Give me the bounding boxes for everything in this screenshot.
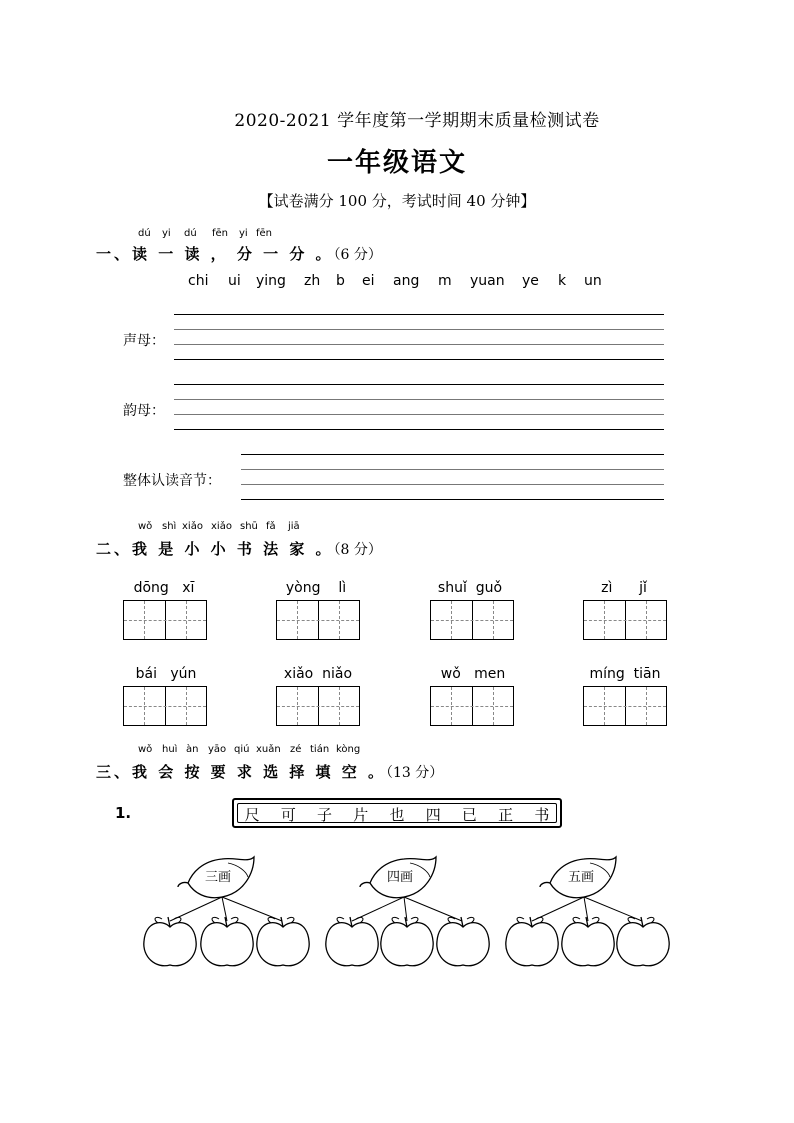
syllable: m	[438, 273, 452, 289]
syllable: b	[336, 273, 345, 289]
word-pinyin: bái yún	[135, 666, 197, 682]
section2-heading: 二、我 是 小 小 书 法 家 。（8 分）	[96, 540, 382, 558]
exam-title: 2020-2021 学年度第一学期期末质量检测试卷	[234, 111, 600, 131]
character: 正	[498, 806, 514, 824]
syllable: un	[584, 273, 602, 289]
character-box	[232, 798, 562, 828]
word-pinyin: zì jǐ	[601, 580, 647, 596]
tianzige-grid[interactable]	[583, 686, 667, 726]
tianzige-grid[interactable]	[276, 600, 360, 640]
yunmu-label: 韵母：	[123, 403, 165, 419]
tianzige-grid[interactable]	[123, 600, 207, 640]
character: 片	[353, 806, 369, 824]
question-number: 1.	[115, 804, 132, 822]
tianzige-grid[interactable]	[583, 600, 667, 640]
word-pinyin: xiǎo niǎo	[283, 666, 353, 682]
character: 书	[534, 806, 550, 824]
section3-heading: 三、我 会 按 要 求 选 择 填 空 。（13 分）	[96, 763, 444, 781]
character: 子	[317, 806, 333, 824]
leaf-label: 四画	[387, 870, 414, 885]
word-pinyin: shuǐ guǒ	[437, 580, 503, 596]
word-pinyin: wǒ men	[440, 666, 506, 682]
character: 可	[280, 806, 296, 824]
section1-heading: 一、读 一 读 ， 分 一 分 。（6 分）	[96, 245, 382, 263]
syllable: ei	[362, 273, 375, 289]
shengmu-label: 声母：	[123, 333, 165, 349]
character: 也	[389, 806, 405, 824]
syllable: ang	[393, 273, 420, 289]
exam-note: 【试卷满分 100 分，考试时间 40 分钟】	[258, 192, 536, 210]
syllable: ye	[522, 273, 539, 289]
tianzige-grid[interactable]	[430, 686, 514, 726]
tianzige-grid[interactable]	[430, 600, 514, 640]
syllable: ui	[228, 273, 241, 289]
leaf-label: 五画	[568, 870, 595, 885]
tianzige-grid[interactable]	[276, 686, 360, 726]
syllable: chi	[188, 273, 209, 289]
tianzige-grid[interactable]	[123, 686, 207, 726]
character: 四	[425, 806, 441, 824]
leaf-label: 三画	[205, 870, 232, 885]
syllable: zh	[304, 273, 321, 289]
subject-title: 一年级语文	[326, 148, 467, 178]
zhengti-label: 整体认读音节：	[123, 473, 221, 489]
word-pinyin: míng tiān	[589, 666, 661, 682]
apple-tree-diagram	[130, 845, 690, 975]
character: 已	[461, 806, 477, 824]
word-pinyin: yòng lì	[285, 580, 347, 596]
character: 尺	[244, 806, 260, 824]
syllable: k	[558, 273, 567, 289]
word-pinyin: dōng xī	[133, 580, 195, 596]
syllable: yuan	[470, 273, 505, 289]
syllable: ying	[256, 273, 286, 289]
